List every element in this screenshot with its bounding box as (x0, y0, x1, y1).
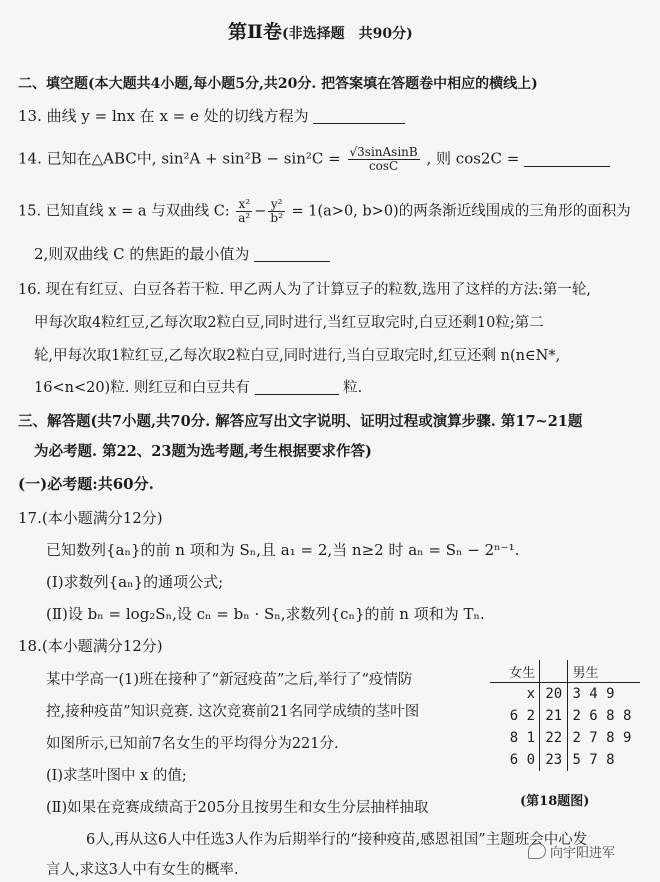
q14-number: 14. (18, 149, 42, 168)
q17-head: 17.(本小题满分12分) (18, 509, 163, 527)
leaf-girls: 6 0 (509, 752, 536, 768)
q15-frac-y (268, 198, 285, 225)
title-main: 第Ⅱ卷 (228, 21, 283, 43)
stem-leaf-header-girls: 女生 (509, 665, 536, 681)
q18-line2: 控,接种疫苗”知识竞赛. 这次竞赛前21名同学成绩的茎叶图 (46, 704, 420, 720)
question-15 (18, 198, 631, 225)
stem-leaf-header-boys: 男生 (572, 665, 599, 681)
leaf-boys: 5 7 8 (572, 752, 615, 768)
q17-part1: (Ⅰ)求数列{aₙ}的通项公式; (46, 573, 224, 591)
chat-bubble-icon (528, 843, 546, 859)
q15-answer-blank (254, 245, 330, 262)
part-1-heading: (一)必考题:共60分. (18, 475, 154, 493)
question-13 (18, 106, 405, 126)
q14-post: , 则 cos2C = (426, 149, 520, 168)
q18-head: 18.(本小题满分12分) (18, 637, 163, 655)
q13-text: 曲线 y = lnx 在 x = e 处的切线方程为 (46, 107, 309, 125)
q16-line1: 现在有红豆、白豆各若干粒. 甲乙两人为了计算豆子的粒数,选用了这样的方法:第一轮, (45, 282, 591, 298)
section-2-heading: 二、填空题(本大题共4小题,每小题5分,共20分. 把答案填在答题卷中相应的横线上) (18, 76, 538, 92)
q18-part1: (Ⅰ)求茎叶图中 x 的值; (46, 768, 187, 784)
q16-line4-pre: 16<n<20)粒. 则红豆和白豆共有 (34, 380, 250, 396)
stem-leaf-plot (490, 660, 640, 771)
q15-frac-x (236, 198, 252, 225)
title-sub: (非选择题 共90分) (282, 26, 413, 42)
q18-line1: 某中学高一(1)班在接种了“新冠疫苗”之后,举行了“疫情防 (46, 672, 413, 688)
section-3-heading-line2: 为必考题. 第22、23题为选考题,考生根据要求作答) (34, 443, 372, 460)
question-14 (18, 146, 610, 173)
q15-number: 15. (18, 203, 42, 220)
leaf-girls: 8 1 (509, 730, 536, 746)
q14-fraction (348, 146, 420, 173)
q18-part2-line3: 言人,求这3人中有女生的概率. (46, 862, 239, 878)
q16-answer-blank (255, 378, 339, 395)
page-title (228, 22, 413, 44)
q14-frac-den: cosC (368, 159, 399, 173)
stem-leaf-row (490, 683, 640, 706)
q14-answer-blank (524, 150, 610, 167)
section-3-heading-line1: 三、解答题(共7小题,共70分. 解答应写出文字说明、证明过程或演算步骤. 第17~21题 (18, 413, 583, 430)
stem-leaf-row (490, 705, 640, 727)
leaf-boys: 3 4 9 (572, 686, 615, 702)
q13-number: 13. (18, 107, 42, 125)
leaf-girls: 6 2 (509, 708, 536, 724)
q16-line3: 轮,甲每次取1粒红豆,乙每次取2粒白豆,同时进行,当白豆取完时,红豆还剩 n(n∈N*, (34, 348, 561, 364)
leaf-boys: 2 6 8 8 (572, 708, 632, 724)
q15-frac-x-den: a² (238, 211, 251, 225)
watermark (528, 842, 615, 861)
q14-pre: 已知在△ABC中, sin²A + sin²B − sin²C = (46, 149, 341, 168)
q17-part2: (Ⅱ)设 bₙ = log₂Sₙ,设 cₙ = bₙ · Sₙ,求数列{cₙ}的前 n 项和为 Tₙ. (46, 605, 485, 623)
stem-value: 23 (540, 749, 568, 771)
question-16 (18, 280, 591, 300)
q15-line2-text: 2,则双曲线 C 的焦距的最小值为 (34, 245, 250, 263)
stem-value: 20 (540, 683, 568, 706)
q13-answer-blank (313, 107, 405, 124)
q16-line4-post: 粒. (343, 380, 363, 396)
stem-leaf-header (490, 660, 640, 683)
q16-line2: 甲每次取4粒红豆,乙每次取2粒白豆,同时进行,当红豆取完时,白豆还剩10粒;第二 (34, 315, 544, 331)
figure-caption: (第18题图) (520, 794, 590, 809)
q15-minus: − (254, 203, 267, 220)
q15-frac-x-num: x² (236, 198, 252, 212)
q15-post: = 1(a>0, b>0)的两条渐近线围成的三角形的面积为 (291, 203, 631, 220)
watermark-text: 向宇阳进军 (550, 846, 616, 861)
q18-part2-line2: 6人,再从这6人中任选3人作为后期举行的“接种疫苗,感恩祖国”主题班会中心发 (86, 832, 588, 848)
stem-leaf-header-stem (540, 660, 568, 683)
q17-stem: 已知数列{aₙ}的前 n 项和为 Sₙ,且 a₁ = 2,当 n≥2 时 aₙ = Sₙ − 2ⁿ⁻¹. (46, 541, 520, 559)
leaf-girls: x (526, 686, 536, 702)
stem-leaf-row (490, 727, 640, 749)
q15-frac-y-den: b² (270, 211, 283, 225)
stem-value: 21 (540, 705, 568, 727)
stem-leaf-row (490, 749, 640, 771)
q15-pre: 已知直线 x = a 与双曲线 C: (45, 203, 230, 220)
q15-frac-y-num: y² (268, 198, 285, 212)
leaf-boys: 2 7 8 9 (572, 730, 632, 746)
q18-part2-line1: (Ⅱ)如果在竞赛成绩高于205分且按男生和女生分层抽样抽取 (46, 800, 429, 816)
q16-number: 16. (18, 282, 42, 298)
q14-frac-num: √3sinAsinB (349, 145, 418, 159)
stem-value: 22 (540, 727, 568, 749)
q18-line3: 如图所示,已知前7名女生的平均得分为221分. (46, 736, 339, 752)
question-15-line2 (34, 244, 330, 264)
q16-line4 (34, 378, 362, 398)
